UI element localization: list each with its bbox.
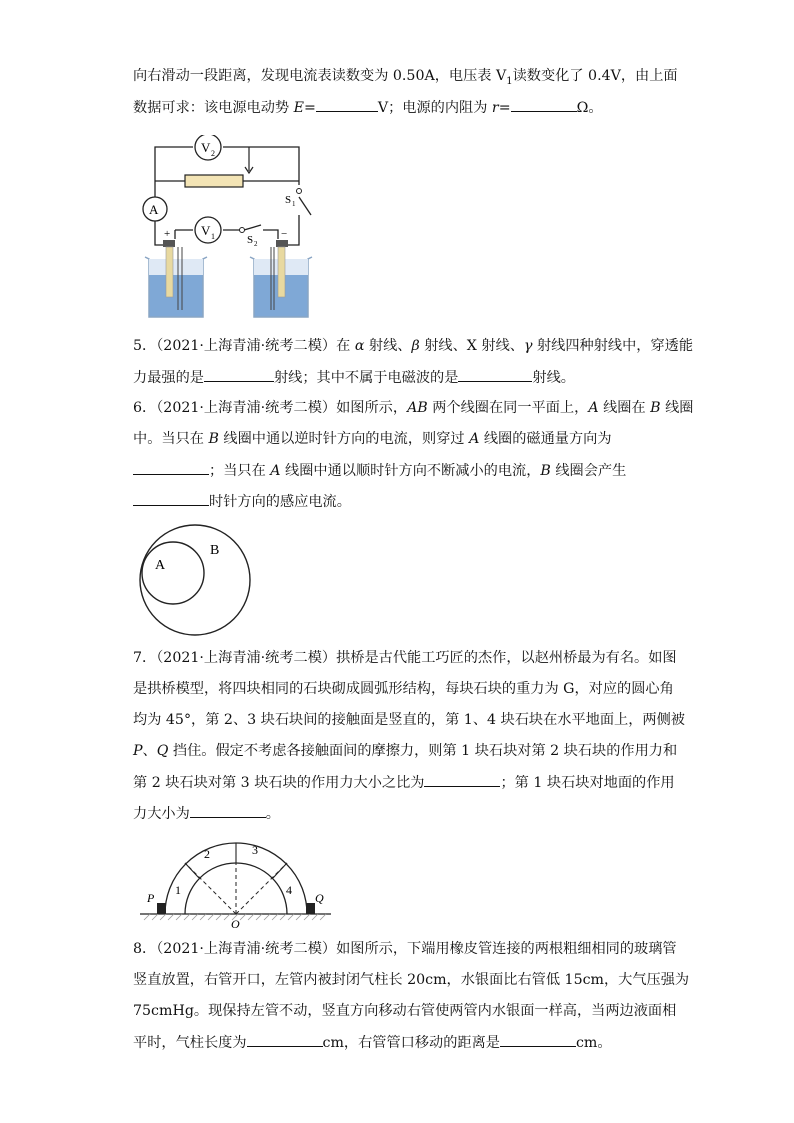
q-label: Q — [315, 891, 324, 905]
q6-text: 线圈中通以顺时针方向不断减小的电流， — [280, 463, 541, 479]
stone-4-label: 4 — [286, 883, 292, 897]
answer-blank-strongest[interactable] — [204, 367, 274, 382]
q4-text: 向右滑动一段距离，发现电流表读数变为 0.50A，电压表 V — [133, 68, 507, 84]
q6-text: 时针方向的感应电流。 — [209, 494, 351, 510]
q8-line-2 — [133, 970, 689, 990]
q4-line-1 — [133, 66, 678, 92]
q4-text: = — [498, 100, 511, 116]
q4-text: = — [303, 100, 316, 116]
symbol-q: Q — [156, 743, 169, 759]
terminal-minus — [276, 240, 288, 247]
coil-b — [140, 525, 250, 635]
q7-text: 第 2 块石块对第 3 块石块的作用力大小之比为 — [133, 775, 425, 791]
q6-line-3 — [133, 460, 626, 481]
q8-text: 平时，气柱长度为 — [133, 1035, 247, 1051]
q6-text: 线圈会产生 — [550, 463, 627, 479]
s2-sub: 2 — [254, 240, 258, 248]
q7-line-1 — [133, 648, 677, 668]
electrode-right-a — [278, 247, 285, 297]
q7-line-2 — [133, 679, 674, 699]
q7-text: 7．（2021·上海青浦·统考二模）拱桥是古代能工巧匠的杰作，以赵州桥最为有名。如图 — [133, 650, 677, 666]
symbol-ab: AB — [407, 400, 428, 416]
coil-a — [142, 542, 204, 604]
q8-text: 75cmHg。现保持左管不动，竖直方向移动右管使两管内水银面一样高，当两边液面相 — [133, 1003, 677, 1019]
block-p — [157, 903, 166, 914]
symbol-alpha: α — [354, 338, 365, 354]
p-label: P — [147, 891, 155, 905]
minus-label: − — [281, 228, 288, 240]
q5-text: 射线、X 射线、 — [419, 338, 524, 354]
q6-line-1 — [133, 398, 693, 418]
symbol-b: B — [540, 463, 551, 479]
plus-label: + — [164, 228, 171, 240]
symbol-a: A — [270, 463, 281, 479]
q8-text: 8．（2021·上海青浦·统考二模）如图所示，下端用橡皮管连接的两根粗细相同的玻璃管 — [133, 941, 677, 957]
answer-blank-ground-force[interactable] — [190, 803, 266, 818]
q6-text: 线圈 — [660, 400, 694, 416]
q7-text: 、 — [142, 743, 157, 759]
q5-line-1 — [133, 336, 693, 356]
answer-blank-non-em[interactable] — [458, 367, 532, 382]
q5-text: 射线。 — [532, 370, 575, 386]
q7-text: ；第 1 块石块对地面的作用 — [500, 775, 675, 791]
q5-text: 射线、 — [364, 338, 412, 354]
answer-blank-emf[interactable] — [316, 97, 378, 112]
switch-s2 — [240, 228, 245, 233]
q7-text: 均为 45°，第 2、3 块石块间的接触面是竖直的，第 1、4 块石块在水平地面上，两侧被 — [133, 712, 685, 728]
s1-label: S — [285, 194, 292, 206]
symbol-a: A — [469, 431, 480, 447]
stone-3-label: 3 — [252, 843, 258, 857]
q7-line-4 — [133, 741, 677, 761]
answer-blank-tube-distance[interactable] — [500, 1032, 576, 1047]
coil-a-label: A — [155, 558, 166, 573]
q6-line-2 — [133, 429, 612, 449]
q4-text: V；电源的内阻为 — [377, 100, 492, 116]
q7-line-5 — [133, 772, 675, 793]
arch-bridge-diagram — [138, 836, 333, 930]
stone-1-label: 1 — [175, 883, 181, 897]
q6-text: 线圈中通以逆时针方向的电流，则穿过 — [218, 431, 470, 447]
v2-sub: 2 — [211, 149, 215, 158]
q5-text: 力最强的是 — [133, 370, 204, 386]
q4-text: 数据可求：该电源电动势 — [133, 100, 294, 116]
q5-text: 射线；其中不属于电磁波的是 — [273, 370, 459, 386]
q4-symbol-e: E — [293, 100, 304, 116]
q8-text: cm。 — [575, 1035, 612, 1051]
q8-line-1 — [133, 939, 677, 959]
symbol-a: A — [588, 400, 599, 416]
switch-s1 — [297, 189, 302, 194]
q8-text: cm，右管管口移动的距离是 — [322, 1035, 500, 1051]
symbol-gamma: γ — [523, 338, 533, 354]
q6-text: 6．（2021·上海青浦·统考二模）如图所示， — [133, 400, 408, 416]
symbol-b: B — [208, 431, 219, 447]
circuit-diagram — [133, 135, 313, 320]
q6-text: 线圈的磁通量方向为 — [479, 431, 612, 447]
coil-diagram — [133, 523, 258, 638]
q4-sub: 1 — [506, 75, 513, 87]
symbol-p: P — [133, 743, 143, 759]
s2-label: S — [247, 234, 254, 246]
q6-text: 线圈在 — [598, 400, 651, 416]
answer-blank-flux-direction[interactable] — [133, 460, 209, 475]
rheostat — [185, 175, 243, 187]
beaker-left — [145, 257, 207, 317]
answer-blank-force-ratio[interactable] — [424, 772, 500, 787]
block-q — [306, 903, 315, 914]
q7-line-3 — [133, 710, 685, 730]
symbol-b: B — [650, 400, 661, 416]
q4-line-2 — [133, 97, 603, 118]
answer-blank-gas-length[interactable] — [247, 1032, 323, 1047]
q7-text: 力大小为 — [133, 806, 190, 822]
q5-line-2 — [133, 367, 575, 388]
answer-blank-resistance[interactable] — [511, 97, 577, 112]
q8-text: 竖直放置，右管开口，左管内被封闭气柱长 20cm，水银面比右管低 15cm，大气压强为 — [133, 972, 690, 988]
v1-sub: 1 — [211, 232, 215, 241]
electrode-left-a — [166, 247, 173, 297]
q5-text: 射线四种射线中，穿透能 — [532, 338, 694, 354]
symbol-beta: β — [411, 338, 420, 354]
q7-line-6 — [133, 803, 280, 824]
q6-text: 中。当只在 — [133, 431, 209, 447]
q8-line-4 — [133, 1032, 612, 1053]
q6-text: 两个线圈在同一平面上， — [427, 400, 589, 416]
terminal-plus — [163, 240, 175, 247]
q6-text: ；当只在 — [209, 463, 271, 479]
answer-blank-induced-direction[interactable] — [133, 491, 209, 506]
q4-text: 读数变化了 0.4V，由上面 — [512, 68, 678, 84]
q7-text: 。 — [265, 806, 280, 822]
q7-text: 挡住。假定不考虑各接触面间的摩擦力，则第 1 块石块对第 2 块石块的作用力和 — [168, 743, 678, 759]
coil-b-label: B — [210, 543, 220, 558]
q5-text: 5．（2021·上海青浦·统考二模）在 — [133, 338, 355, 354]
slider-arrow-icon — [245, 165, 253, 173]
stone-2-label: 2 — [204, 847, 210, 861]
s1-sub: 1 — [292, 200, 296, 208]
q6-line-4 — [133, 491, 351, 512]
q8-line-3 — [133, 1001, 676, 1021]
q4-symbol-r: r — [491, 100, 499, 116]
a-label: A — [149, 202, 159, 217]
q4-text: Ω。 — [576, 100, 603, 116]
o-label: O — [231, 917, 240, 930]
v1-label: V — [201, 223, 211, 238]
q7-text: 是拱桥模型，将四块相同的石块砌成圆弧形结构，每块石块的重力为 G，对应的圆心角 — [133, 681, 674, 697]
v2-label: V — [201, 140, 211, 155]
